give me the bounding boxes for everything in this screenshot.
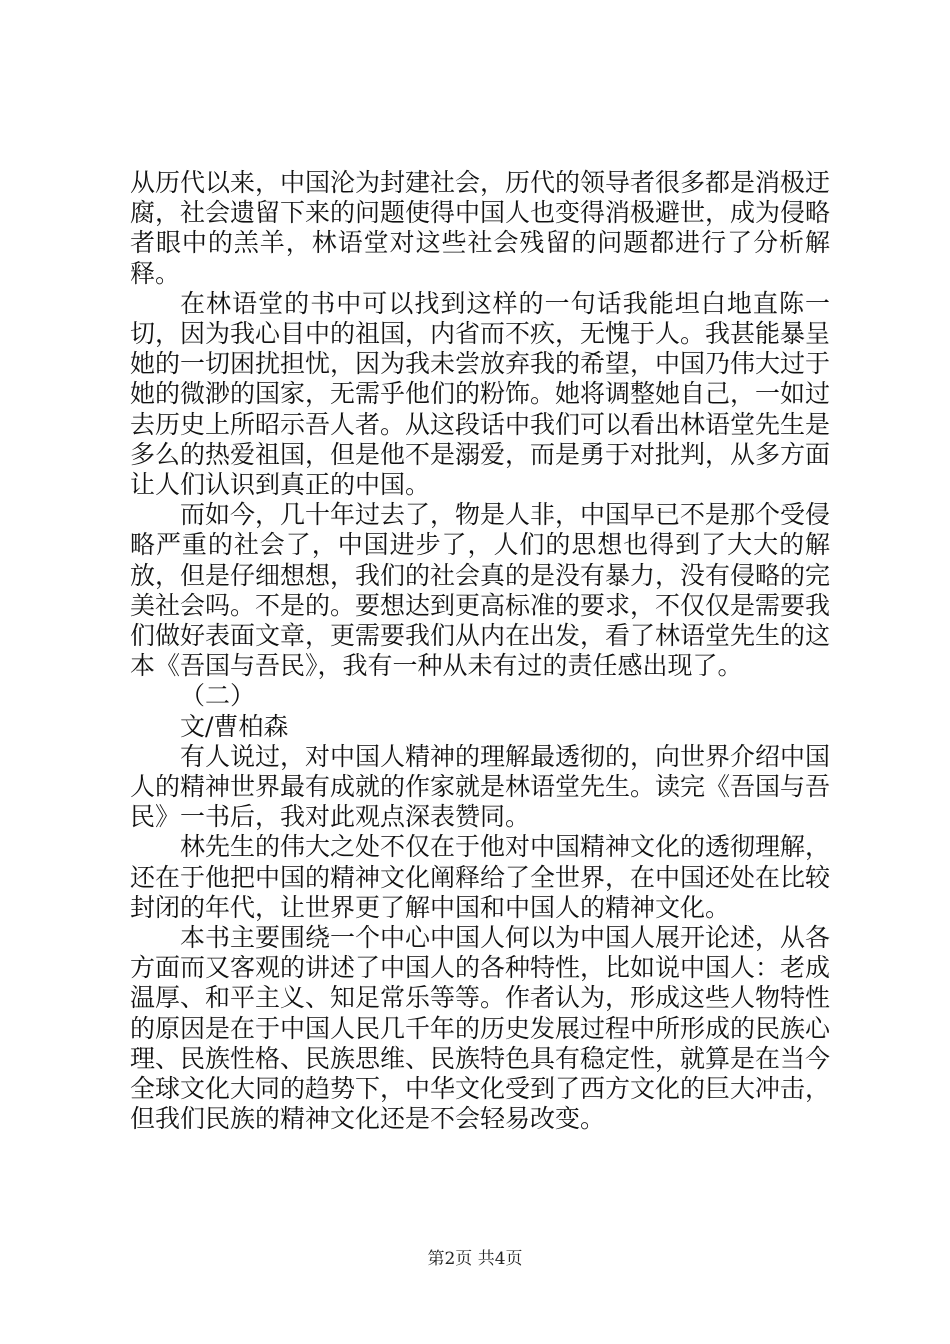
- page-footer: 第2页 共4页: [427, 1249, 523, 1269]
- paragraph-5: 林先生的伟大之处不仅在于他对中国精神文化的透彻理解，还在于他把中国的精神文化阐释给了全世界，在中国还处在比较封闭的年代，让世界更了解中国和中国人的精神文化。: [130, 832, 831, 922]
- author-line: 文/曹柏森: [180, 711, 289, 741]
- paragraph-3: 而如今，几十年过去了，物是人非，中国早已不是那个受侵略严重的社会了，中国进步了，人们的思想也得到了大大的解放，但是仔细想想，我们的社会真的是没有暴力，没有侵略的完美社会吗。不是的。要想达到更高标准的要求，不仅仅是需要我们做好表面文章，更需要我们从内在出发，看了林语堂先生的这本《吾国与吾民》，我有一种从未有过的责任感出现了。: [130, 500, 831, 681]
- paragraph-1: 从历代以来，中国沦为封建社会，历代的领导者很多都是消极迂腐，社会遗留下来的问题使得中国人也变得消极避世，成为侵略者眼中的羔羊，林语堂对这些社会残留的问题都进行了分析解释。: [130, 168, 831, 288]
- paragraph-6: 本书主要围绕一个中心中国人何以为中国人展开论述，从各方面而又客观的讲述了中国人的各种特性，比如说中国人：老成温厚、和平主义、知足常乐等等。作者认为，形成这些人物特性的原因是在于中国人民几千年的历史发展过程中所形成的民族心理、民族性格、民族思维、民族特色具有稳定性，就算是在当今全球文化大同的趋势下，中华文化受到了西方文化的巨大冲击，但我们民族的精神文化还是不会轻易改变。: [130, 923, 831, 1134]
- section-number: （二）: [180, 681, 256, 711]
- paragraph-4: 有人说过，对中国人精神的理解最透彻的，向世界介绍中国人的精神世界最有成就的作家就是林语堂先生。读完《吾国与吾民》一书后，我对此观点深表赞同。: [130, 741, 831, 832]
- document-body: [130, 168, 830, 1135]
- paragraph-2: 在林语堂的书中可以找到这样的一句话我能坦白地直陈一切，因为我心目中的祖国，内省而不疚，无愧于人。我甚能暴呈她的一切困扰担忧，因为我未尝放弃我的希望，中国乃伟大过于她的微渺的国家，无需乎他们的粉饰。她将调整她自己，一如过去历史上所昭示吾人者。从这段话中我们可以看出林语堂先生是多么的热爱祖国，但是他不是溺爱，而是勇于对批判，从多方面让人们认识到真正的中国。: [130, 288, 831, 500]
